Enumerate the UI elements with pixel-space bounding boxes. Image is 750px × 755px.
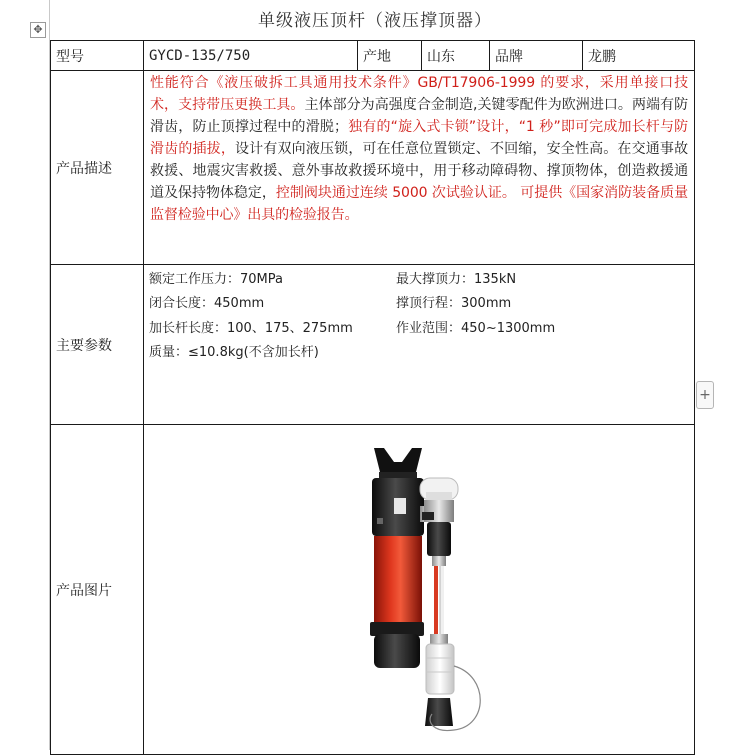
desc-segment: 性能符合《液压破拆工具通用技术条件》GB/T17906-1999 的要求，采用单接口技术，支持带压更换工具。 [150, 75, 688, 113]
table-row-model [51, 41, 695, 71]
brand-value[interactable]: 龙鹏 [583, 41, 695, 71]
origin-label[interactable]: 产地 [358, 41, 422, 71]
param-stroke: 撑顶行程：300mm [396, 296, 512, 312]
desc-segment: 主体部分为高强度合金制造,关键零配件为欧洲进口。两端有防滑齿，防止顶撑过程中的滑脱； [150, 97, 688, 135]
description-text[interactable] [144, 71, 695, 265]
document-title: 单级液压顶杆（液压撑顶器） [258, 11, 492, 31]
spec-table [50, 40, 695, 755]
description-label[interactable]: 产品描述 [51, 71, 144, 265]
param-rated-pressure: 额定工作压力：70MPa [149, 271, 283, 287]
add-row-button[interactable] [696, 381, 714, 409]
table-row-parameters [51, 265, 695, 425]
hydraulic-ram-photo [144, 426, 693, 754]
param-closed-length: 闭合长度：450mm [149, 296, 265, 312]
param-working-range: 作业范围：450~1300mm [396, 320, 556, 336]
table-row-description [51, 71, 695, 265]
desc-segment: 独有的“旋入式卡锁”设计，“1 秒”即可完成加长杆与防滑齿的插拔， [150, 119, 688, 157]
param-row [149, 314, 694, 339]
param-row [149, 265, 694, 290]
param-row [149, 339, 694, 364]
parameters-cell[interactable] [144, 265, 695, 425]
origin-value[interactable]: 山东 [422, 41, 490, 71]
param-max-force: 最大撑顶力：135kN [396, 271, 517, 287]
table-row-image [51, 425, 695, 755]
image-cell[interactable] [144, 425, 695, 755]
parameters-label[interactable]: 主要参数 [51, 265, 144, 425]
desc-segment: 设计有双向液压锁，可在任意位置锁定、不回缩，安全性高。在交通事故救援、地震灾害救援、意外事故救援环境中，用于移动障碍物、撑顶物体，创造救援通道及保持物体稳定， [150, 141, 688, 201]
param-extension-length: 加长杆长度：100、175、275mm [149, 320, 353, 336]
plus-icon: + [699, 387, 711, 403]
image-label[interactable]: 产品图片 [51, 425, 144, 755]
model-value[interactable]: GYCD-135/750 [144, 41, 358, 71]
move-arrows-icon: ✥ [33, 23, 43, 36]
pump-hose-assembly [420, 478, 480, 731]
param-row [149, 290, 694, 315]
param-weight: 质量：≤10.8kg(不含加长杆) [149, 345, 319, 361]
brand-label[interactable]: 品牌 [490, 41, 583, 71]
desc-segment: 控制阀块通过连续 5000 次试验认证。 可提供《国家消防装备质量监督检验中心》出具的检验报告。 [150, 185, 688, 223]
model-label[interactable]: 型号 [51, 41, 144, 71]
